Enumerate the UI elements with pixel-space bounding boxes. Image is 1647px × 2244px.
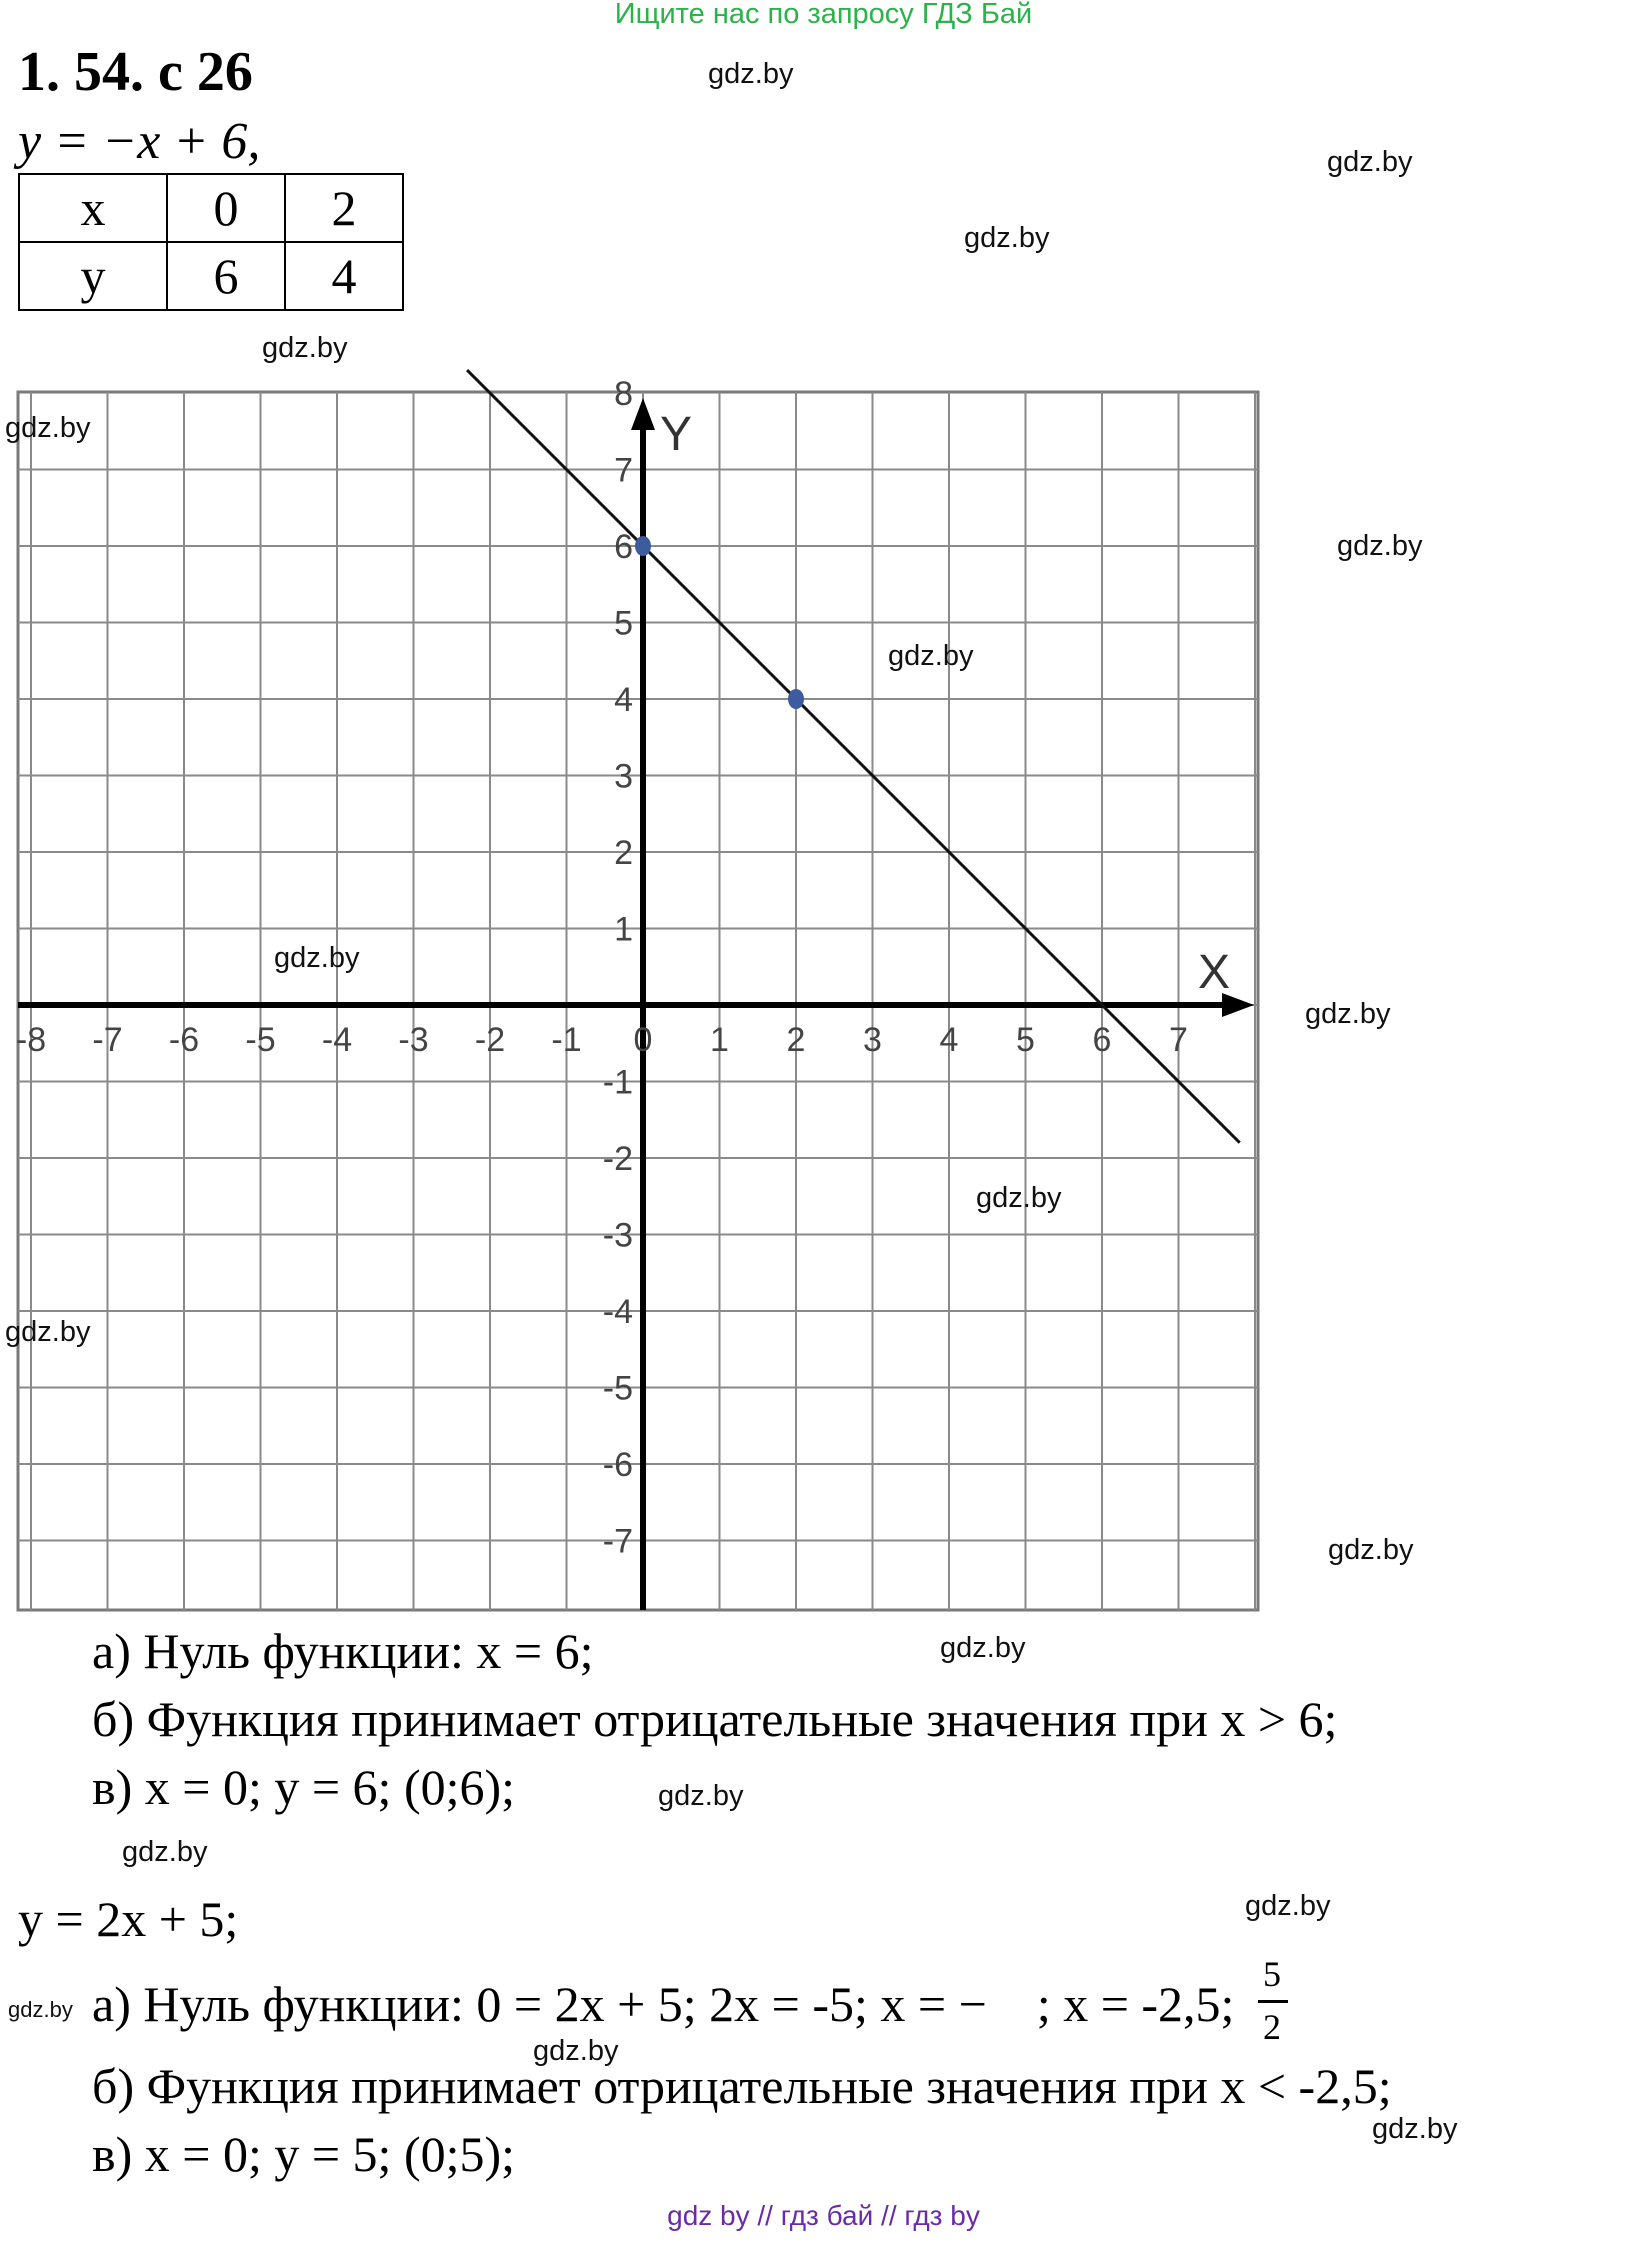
y-tick-label: 1: [614, 910, 633, 949]
x-tick-label: 1: [710, 1021, 729, 1059]
table-cell: 6: [167, 242, 285, 310]
equation-2: y = 2x + 5;: [18, 1891, 239, 1947]
y-tick-label: 2: [614, 834, 633, 872]
part2-a-start: а) Нуль функции: 0 = 2x + 5; 2x = -5; x = −: [92, 1976, 987, 2032]
x-tick-label: 7: [1169, 1021, 1188, 1059]
y-tick-label: 4: [614, 681, 633, 719]
x-tick-label: -2: [474, 1021, 506, 1059]
y-tick-label: -2: [602, 1140, 633, 1178]
watermark: gdz.by: [976, 1182, 1062, 1214]
watermark: gdz.by: [658, 1780, 744, 1812]
x-tick-label: -8: [15, 1021, 47, 1059]
watermark: gdz.by: [1305, 998, 1391, 1030]
watermark: gdz.by: [940, 1632, 1026, 1664]
x-tick-label: 0: [633, 1021, 653, 1059]
x-tick-label: -1: [551, 1021, 582, 1059]
table-cell: y: [19, 242, 167, 310]
y-tick-label: 5: [614, 604, 633, 643]
part1-item-b: б) Функция принимает отрицательные значения при x > 6;: [92, 1691, 1338, 1747]
part2-item-a: [92, 1975, 1234, 2033]
equation-1: y = −x + 6,: [18, 113, 261, 170]
x-tick-label: -4: [321, 1021, 353, 1059]
x-tick-label: 2: [786, 1021, 806, 1059]
watermark: gdz.by: [708, 58, 794, 90]
x-axis-label: X: [1198, 946, 1231, 999]
table-cell: x: [19, 174, 167, 242]
y-tick-label: 6: [614, 528, 633, 566]
watermark: gdz.by: [8, 1997, 73, 2022]
watermark: gdz.by: [5, 1316, 91, 1348]
fraction-numerator: 5: [1263, 1954, 1281, 1994]
y-tick-label: -7: [602, 1522, 633, 1561]
watermark: gdz.by: [1328, 1534, 1414, 1566]
part2-item-c: в) x = 0; y = 5; (0;5);: [92, 2126, 516, 2182]
part2-item-b: б) Функция принимает отрицательные значения при x < -2,5;: [92, 2058, 1392, 2114]
y-tick-label: 8: [614, 375, 633, 413]
part2-a-end: ; x = -2,5;: [1036, 1976, 1235, 2032]
x-tick-label: 6: [1092, 1021, 1112, 1059]
watermark: gdz.by: [964, 222, 1050, 254]
problem-title: 1. 54. с 26: [18, 41, 253, 103]
watermark: gdz.by: [533, 2035, 619, 2067]
x-tick-label: 5: [1016, 1021, 1035, 1059]
watermark: gdz.by: [122, 1836, 208, 1868]
data-point: [635, 536, 651, 556]
graph-frame: [15, 392, 1258, 1610]
y-tick-label: -5: [602, 1369, 633, 1408]
y-tick-label: -4: [602, 1293, 633, 1331]
footer-links[interactable]: gdz by // гдз бай // гдз by: [667, 2200, 980, 2231]
watermark: gdz.by: [1337, 530, 1423, 562]
watermark: gdz.by: [1327, 146, 1413, 178]
table-cell: 4: [285, 242, 403, 310]
part1-item-c: в) x = 0; y = 6; (0;6);: [92, 1759, 516, 1815]
x-tick-label: 4: [939, 1021, 959, 1059]
data-point: [788, 689, 804, 709]
watermark: gdz.by: [262, 332, 348, 364]
y-tick-label: 7: [614, 451, 633, 490]
table-cell: 0: [167, 174, 285, 242]
x-tick-label: -3: [398, 1021, 429, 1059]
watermark: gdz.by: [5, 412, 91, 444]
y-tick-label: -6: [602, 1446, 633, 1484]
x-tick-label: 3: [863, 1021, 882, 1059]
fraction-bar: [1258, 2000, 1288, 2003]
table-cell: 2: [285, 174, 403, 242]
watermark: gdz.by: [1372, 2113, 1458, 2145]
top-banner[interactable]: Ищите нас по запросу ГДЗ Бай: [614, 0, 1033, 30]
watermark: gdz.by: [274, 942, 360, 974]
watermark: gdz.by: [1245, 1890, 1331, 1922]
y-axis-label: Y: [660, 408, 693, 461]
watermark: gdz.by: [888, 640, 974, 672]
fraction-denominator: 2: [1263, 2007, 1281, 2047]
y-tick-label: 3: [614, 757, 633, 796]
y-tick-label: -1: [602, 1063, 633, 1102]
x-tick-label: -7: [92, 1021, 123, 1059]
x-tick-label: -6: [168, 1021, 200, 1059]
part1-item-a: а) Нуль функции: x = 6;: [92, 1623, 594, 1679]
y-tick-label: -3: [602, 1216, 633, 1255]
x-tick-label: -5: [245, 1021, 276, 1059]
